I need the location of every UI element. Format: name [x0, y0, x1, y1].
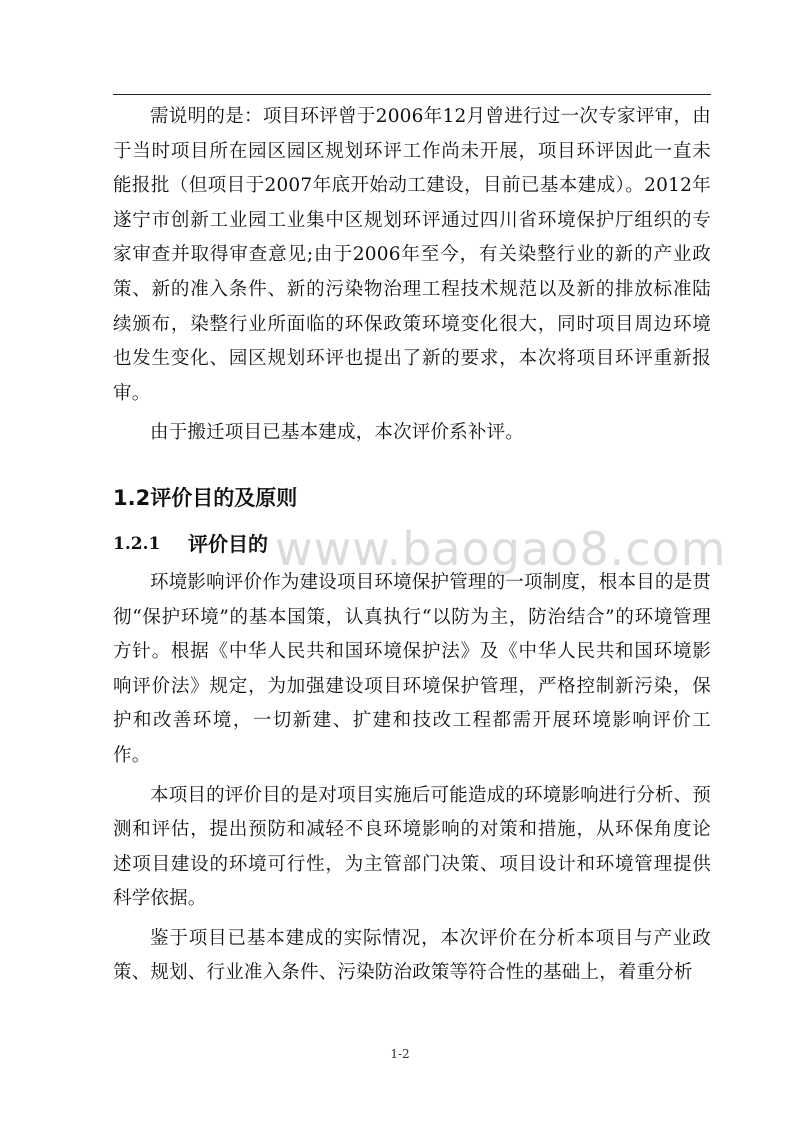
section-heading: 1.2评价目的及原则 — [113, 485, 298, 510]
header-rule — [113, 94, 711, 95]
subsection-heading — [113, 524, 711, 564]
paragraph-supplementary: 由于搬迁项目已基本建成，本次评价系补评。 — [150, 422, 525, 444]
subsection-number: 1.2.1 — [113, 533, 161, 554]
paragraph-current-status: 鉴于项目已基本建成的实际情况，本次评价在分析本项目与产业政策、规划、行业准入条件、污染防治政策等符合性的基础上，着重分析 — [113, 927, 711, 984]
document-body — [113, 100, 711, 991]
page-number: 1-2 — [390, 1047, 410, 1061]
subsection-title: 评价目的 — [188, 531, 268, 556]
watermark: www.baogao8.com — [275, 522, 727, 576]
paragraph-review-note: 需说明的是：项目环评曾于2006年12月曾进行过一次专家评审，由于当时项目所在园区园区规划环评工作尚未开展，项目环评因此一直未能报批（但项目于2007年底开始动工建设，目前已基本建成）。2012年遂宁市创新工业园工业集中区规划环评通过四川省环境保护厅组织的专家审查并取得审查意见;由于2006年至今，有关染整行业的新的产业政策、新的准入条件、新的污染物治理工程技术规范以及新的排放标准陆续颁布，染整行业所面临的环保政策环境变化很大，同时项目周边环境也发生变化、园区规划环评也提出了新的要求，本次将项目环评重新报审。 — [113, 106, 711, 404]
paragraph-eia-purpose: 环境影响评价作为建设项目环境保护管理的一项制度，根本目的是贯彻“保护环境”的基本国策，认真执行“以防为主，防治结合”的环境管理方针。根据《中华人民共和国环境保护法》及《中华人民共和国环境影响评价法》规定，为加强建设项目环境保护管理，严格控制新污染，保护和改善环境，一切新建、扩建和技改工程都需开展环境影响评价工作。 — [113, 571, 712, 766]
paragraph-project-purpose: 本项目的评价目的是对项目实施后可能造成的环境影响进行分析、预测和评估，提出预防和减轻不良环境影响的对策和措施，从环保角度论述项目建设的环境可行性，为主管部门决策、项目设计和环境管理提供科学依据。 — [113, 784, 712, 910]
